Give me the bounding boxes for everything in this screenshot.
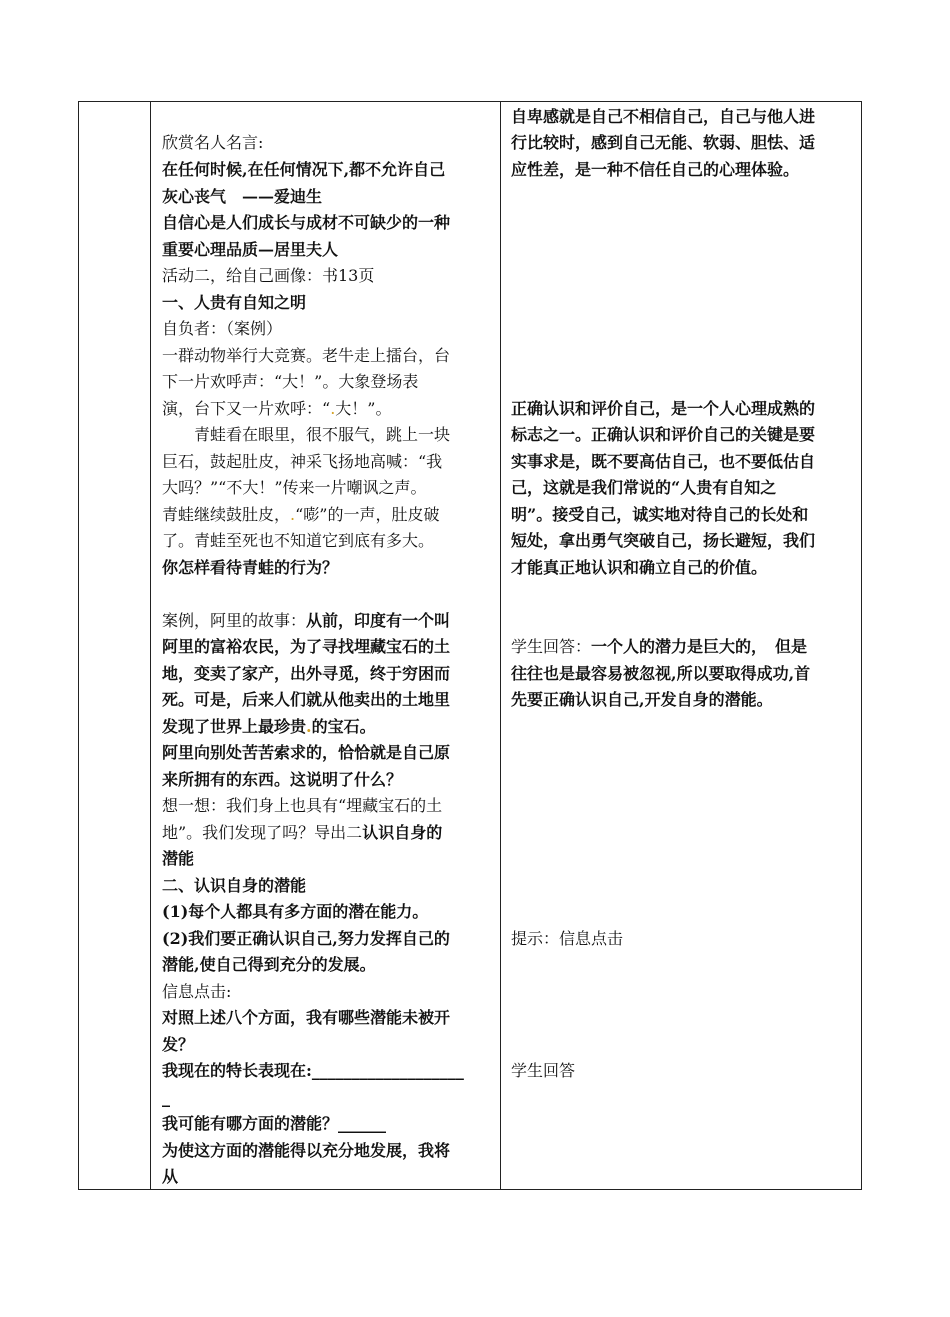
section-one-heading: 一、人贵有自知之明 [162, 293, 307, 312]
question-four-line1: 为使这方面的潜能得以充分地发展，我将 [162, 1141, 451, 1160]
question-three: 我可能有哪方面的潜能？______ [162, 1114, 387, 1133]
student-answer-note: 学生回答 [511, 1061, 576, 1080]
frog-story-line: 巨石，鼓起肚皮，神采飞扬地高喊：“我 [162, 452, 443, 471]
question-one-line2: 发？ [162, 1035, 195, 1054]
self-knowledge-line: 标志之一。正确认识和评价自己的关键是要 [511, 425, 816, 444]
inferiority-line: 应性差，是一种不信任自己的心理体验。 [511, 160, 800, 179]
self-knowledge-line: 实事求是，既不要高估自己，也不要低估自 [511, 452, 816, 471]
answer-blank-tail: _ [162, 1088, 170, 1107]
point-one: (1)每个人都具有多方面的潜在能力。 [162, 902, 429, 921]
quote-edison-line2: 灰心丧气 ——爱迪生 [162, 187, 323, 206]
highlight-mark: . [290, 505, 296, 524]
self-knowledge-line: 正确认识和评价自己，是一个人心理成熟的 [511, 399, 816, 418]
question-one-line1: 对照上述八个方面，我有哪些潜能未被开 [162, 1008, 451, 1027]
answer-blank: ___________________ [311, 1061, 464, 1080]
highlight-mark: . [330, 399, 336, 418]
ali-story-line: 来所拥有的东西。这说明了什么？ [162, 770, 403, 789]
frog-story-line: 了。青蛙至死也不知道它到底有多大。 [162, 531, 435, 550]
section-two-heading: 二、认识自身的潜能 [162, 876, 307, 895]
ali-story-line: 案例，阿里的故事：从前，印度有一个叫 [162, 611, 451, 630]
activity-two: 活动二，给自己画像：书13页 [162, 266, 375, 285]
inferiority-line: 自卑感就是自己不相信自己，自己与他人进 [511, 107, 816, 126]
frog-story-line: 青蛙继续鼓肚皮，.“嘭”的一声，肚皮破 [162, 505, 440, 524]
quote-curie-line1: 自信心是人们成长与成材不可缺少的一种 [162, 213, 451, 232]
quote-heading: 欣赏名人名言: [162, 133, 264, 152]
lesson-table [78, 101, 862, 1190]
quote-curie-line2: 重要心理品质—居里夫人 [162, 240, 339, 259]
self-knowledge-line: 己，这就是我们常说的“人贵有自知之 [511, 478, 777, 497]
point-two-line1: (2)我们要正确认识自己,努力发挥自己的 [162, 929, 450, 948]
self-knowledge-line: 明”。接受自己，诚实地对待自己的长处和 [511, 505, 809, 524]
frog-question: 你怎样看待青蛙的行为？ [162, 558, 339, 577]
think-line: 潜能 [162, 849, 195, 868]
inferiority-line: 行比较时，感到自己无能、软弱、胆怯、适 [511, 133, 816, 152]
ali-story-line: 死。可是，后来人们就从他卖出的土地里 [162, 690, 451, 709]
ali-story-line: 阿里的富裕农民，为了寻找埋藏宝石的土 [162, 637, 451, 656]
hint-note: 提示：信息点击 [511, 929, 624, 948]
column-divider-1 [150, 102, 151, 1189]
frog-story-line: 演，台下又一片欢呼：“.大！”。 [162, 399, 392, 418]
student-answer-line: 先要正确认识自己,开发自身的潜能。 [511, 690, 773, 709]
frog-story-line: 青蛙看在眼里，很不服气，跳上一块 [162, 425, 451, 444]
question-two: 我现在的特长表现在:___________________ [162, 1061, 464, 1080]
student-answer-line: 往往也是最容易被忽视,所以要取得成功,首 [511, 664, 811, 683]
column-divider-2 [500, 102, 501, 1189]
think-line: 地”。我们发现了吗？导出二认识自身的 [162, 823, 443, 842]
self-knowledge-line: 才能真正地认识和确立自己的价值。 [511, 558, 768, 577]
case-one-title: 自负者：（案例） [162, 319, 283, 338]
frog-story-line: 一群动物举行大竞赛。老牛走上擂台，台 [162, 346, 451, 365]
question-four-line2: 从 [162, 1167, 179, 1186]
think-line: 想一想：我们身上也具有“埋藏宝石的土 [162, 796, 443, 815]
ali-story-line: 发现了世界上最珍贵.的宝石。 [162, 717, 376, 736]
ali-story-line: 地，变卖了家产，出外寻觅，终于穷困而 [162, 664, 451, 683]
answer-label: 学生回答： [511, 637, 592, 656]
frog-story-line: 下一片欢呼声：“大！”。大象登场表 [162, 372, 419, 391]
point-two-line2: 潜能,使自己得到充分的发展。 [162, 955, 376, 974]
ali-intro: 案例，阿里的故事： [162, 611, 307, 630]
frog-story-line: 大吗？”“不大！”传来一片嘲讽之声。 [162, 478, 427, 497]
quote-edison-line1: 在任何时候,在任何情况下,都不允许自己 [162, 160, 446, 179]
highlight-mark: . [306, 717, 312, 736]
info-title: 信息点击: [162, 982, 232, 1001]
self-knowledge-line: 短处，拿出勇气突破自己，扬长避短，我们 [511, 531, 816, 550]
ali-story-line: 阿里向别处苦苦索求的，恰恰就是自己原 [162, 743, 451, 762]
student-answer-line: 学生回答：一个人的潜力是巨大的， 但是 [511, 637, 808, 656]
